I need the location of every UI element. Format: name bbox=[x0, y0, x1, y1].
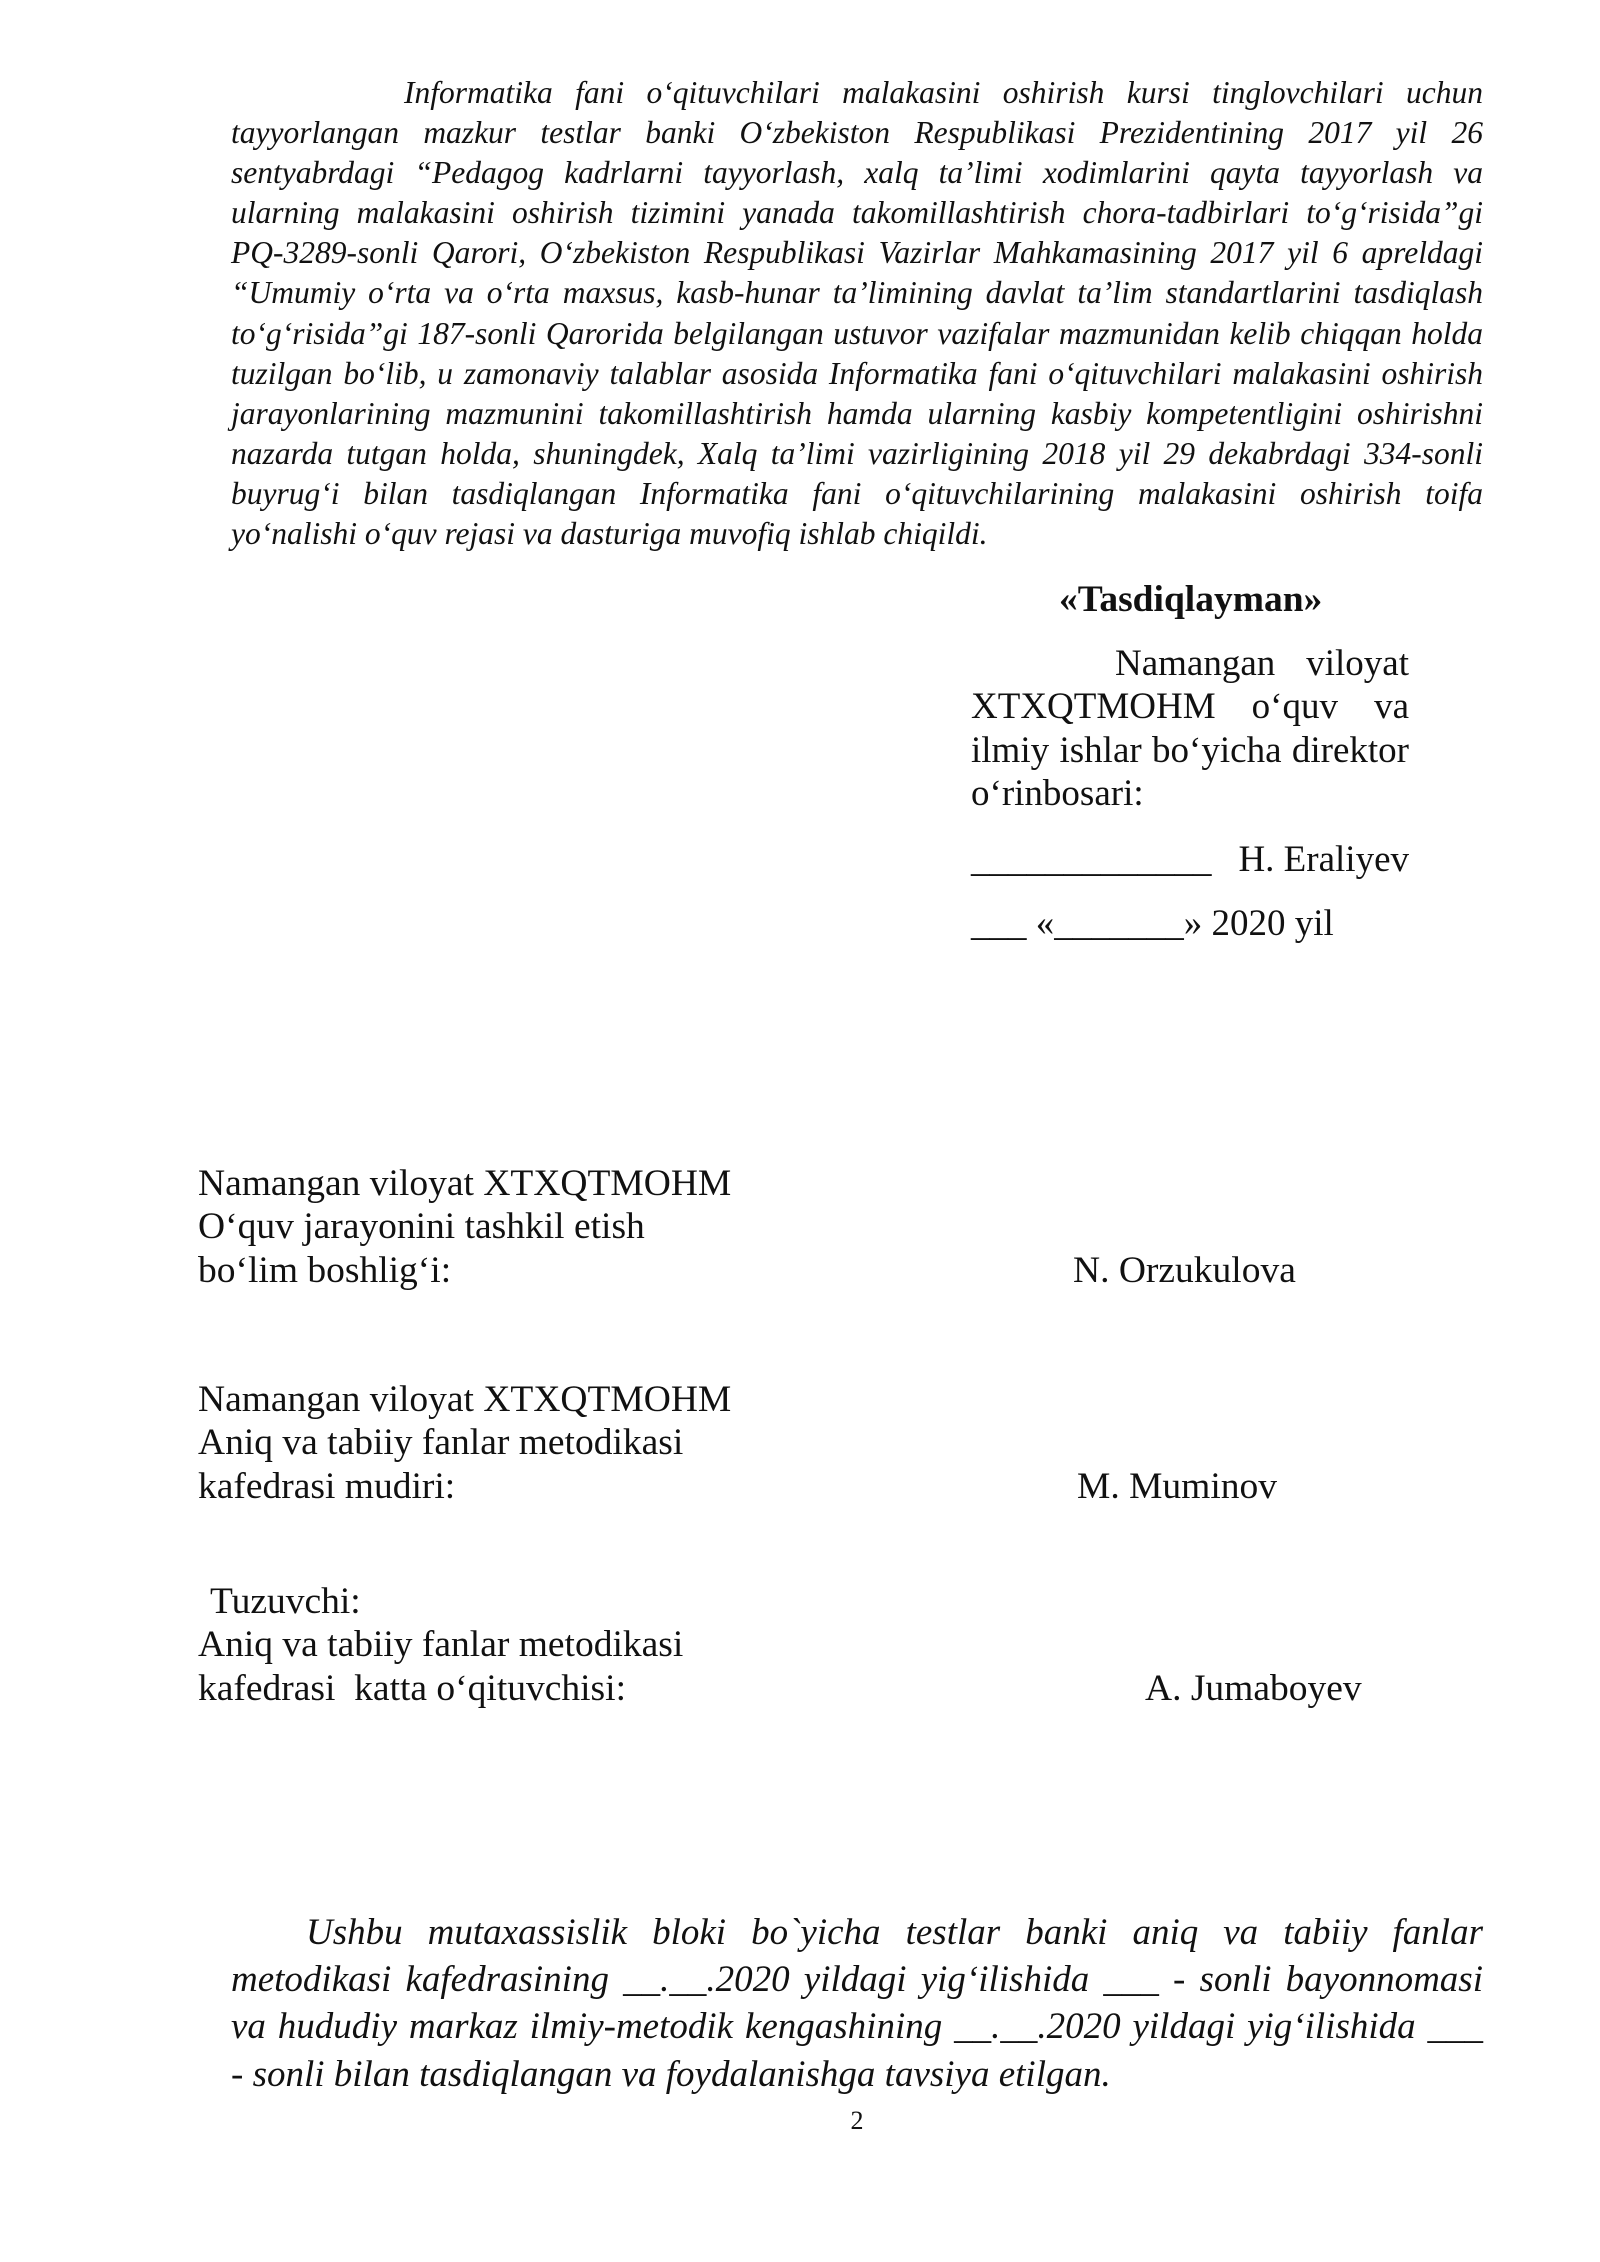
approver-signature-line bbox=[971, 838, 1409, 882]
approval-note-paragraph bbox=[231, 1909, 1483, 2098]
intro-line: nazarda tutgan holda, shuningdek, Xalq ta’limi vazirligining 2018 yil 29 dekabrdagi 334-sonli bbox=[231, 435, 1483, 471]
approval-note-line: metodikasi kafedrasining __.__.2020 yildagi yig‘ilishida ___ - sonli bayonnomasi bbox=[231, 1959, 1483, 2001]
approver-name: H. Eraliyev bbox=[1238, 839, 1409, 880]
approver-position-line: ilmiy ishlar bo‘yicha direktor bbox=[971, 729, 1409, 771]
signature-title-line: O‘quv jarayonini tashkil etish bbox=[198, 1206, 645, 1248]
approver-position bbox=[971, 642, 1409, 815]
signature-title-line: Aniq va tabiiy fanlar metodikasi bbox=[198, 1624, 684, 1666]
intro-paragraph bbox=[231, 73, 1483, 554]
page-number: 2 bbox=[850, 2106, 864, 2135]
approval-note-line: va hududiy markaz ilmiy-metodik kengashining __.__.2020 yildagi yig‘ilishida ___ bbox=[231, 2006, 1483, 2048]
signature-title-line: kafedrasi katta o‘qituvchisi: bbox=[198, 1667, 626, 1709]
signature-blank: _____________ bbox=[971, 839, 1212, 880]
signature-title-line: Aniq va tabiiy fanlar metodikasi bbox=[198, 1422, 684, 1464]
signature-title-line: Namangan viloyat XTXQTMOHM bbox=[198, 1379, 732, 1420]
intro-line: PQ-3289-sonli Qarori, O‘zbekiston Respublikasi Vazirlar Mahkamasining 2017 yil 6 apreldagi bbox=[231, 235, 1483, 271]
intro-line: sentyabrdagi “Pedagog kadrlarni tayyorlash, xalq ta’limi xodimlarini qayta tayyorlash va bbox=[231, 155, 1483, 191]
intro-line: to‘g‘risida”gi 187-sonli Qarorida belgilangan ustuvor vazifalar mazmunidan kelib chiqqan holda bbox=[231, 315, 1483, 351]
signature-block-department-head bbox=[198, 1162, 1498, 1292]
approval-date-line: ___ «_______» 2020 yil bbox=[971, 903, 1334, 944]
signatory-name: A. Jumaboyev bbox=[1145, 1667, 1362, 1709]
intro-line: jarayonlarining mazmunini takomillashtirish hamda ularning kasbiy kompetentligini oshirishni bbox=[231, 395, 1483, 431]
signatory-name: N. Orzukulova bbox=[1073, 1249, 1296, 1291]
approval-note-line: - sonli bilan tasdiqlangan va foydalanishga tavsiya etilgan. bbox=[231, 2053, 1111, 2095]
signature-title-line: kafedrasi mudiri: bbox=[198, 1465, 456, 1507]
signature-title-line: Tuzuvchi: bbox=[210, 1581, 361, 1622]
signature-title-line: Namangan viloyat XTXQTMOHM bbox=[198, 1163, 732, 1204]
signature-block-compiler bbox=[198, 1580, 1498, 1710]
approval-heading: «Tasdiqlayman» bbox=[1059, 579, 1323, 620]
signature-title-line: bo‘lim boshlig‘i: bbox=[198, 1249, 452, 1291]
approver-position-line: o‘rinbosari: bbox=[971, 772, 1144, 814]
signature-block-chair-head bbox=[198, 1378, 1498, 1508]
approver-position-line: Namangan viloyat bbox=[1115, 643, 1409, 684]
approval-note-line: Ushbu mutaxassislik bloki bo`yicha testlar banki aniq va tabiiy fanlar bbox=[306, 1912, 1483, 1953]
intro-line: tayyorlangan mazkur testlar banki O‘zbekiston Respublikasi Prezidentining 2017 yil 26 bbox=[231, 115, 1483, 151]
intro-line: buyrug‘i bilan tasdiqlangan Informatika fani o‘qituvchilarining malakasini oshirish toifa bbox=[231, 475, 1483, 511]
signatory-name: M. Muminov bbox=[1077, 1465, 1278, 1507]
intro-line: Informatika fani o‘qituvchilari malakasini oshirish kursi tinglovchilari uchun bbox=[404, 75, 1483, 110]
intro-line: ularning malakasini oshirish tizimini yanada takomillashtirish chora-tadbirlari to‘g‘risida”gi bbox=[231, 195, 1483, 231]
intro-line: tuzilgan bo‘lib, u zamonaviy talablar asosida Informatika fani o‘qituvchilari malakasini oshirish bbox=[231, 355, 1483, 391]
intro-line: yo‘nalishi o‘quv rejasi va dasturiga muvofiq ishlab chiqildi. bbox=[231, 516, 988, 552]
approver-position-line: XTXQTMOHM o‘quv va bbox=[971, 686, 1409, 728]
intro-line: “Umumiy o‘rta va o‘rta maxsus, kasb-hunar ta’limining davlat ta’lim standartlarini tasdiqlash bbox=[231, 275, 1483, 311]
